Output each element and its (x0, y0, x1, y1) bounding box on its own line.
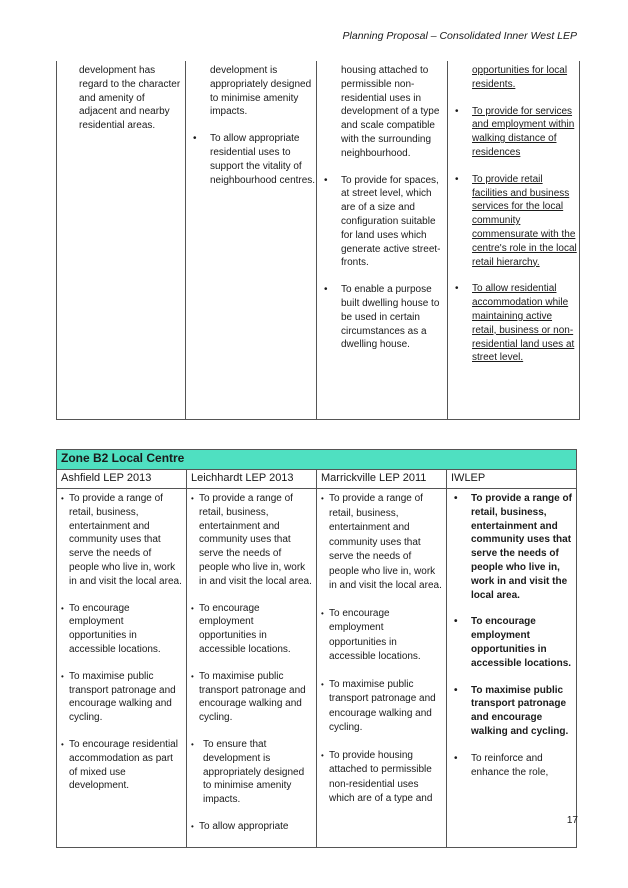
list-item: • To maximise public transport patronage and encourage walking and cycling. (187, 670, 312, 725)
list-item: • To provide a range of retail, business, entertainment and community uses that serve the needs of people who live in, work in and visit the local area. (317, 492, 442, 594)
list-item: • To enable a purpose built dwelling house to be used in certain circumstances as a dwelling house. (317, 283, 447, 352)
list-item: • To encourage employment opportunities in accessible locations. (187, 602, 312, 657)
list-item: • To provide a range of retail, business, entertainment and community uses that serve the needs of people who live in, work in and visit the local area. (447, 492, 572, 602)
list-item: • To provide for services and employment within walking distance of residences (448, 105, 579, 160)
header-leichhardt: Leichhardt LEP 2013 (187, 470, 317, 489)
list-item: • To encourage residential accommodation as part of mixed use development. (57, 738, 182, 793)
list-item: • To allow appropriate (187, 820, 312, 834)
top-ashfield-text: development has regard to the character and amenity of adjacent and nearby residential areas. (79, 65, 181, 132)
top-col-iwlep (448, 61, 580, 420)
list-item: • To provide housing attached to permissible non-residential uses which are of a type and (317, 749, 442, 807)
zone-b2-table (56, 449, 577, 848)
top-col-marrickville (317, 61, 448, 420)
b2-col-marrickville (317, 489, 447, 848)
list-item: • To encourage employment opportunities in accessible locations. (317, 607, 442, 665)
list-item: • To provide a range of retail, business, entertainment and community uses that serve the needs of people who live in, work in and visit the local area. (57, 492, 182, 589)
top-leichhardt-continued: development is appropriately designed to minimise amenity impacts. (210, 65, 312, 118)
top-col-leichhardt (186, 61, 317, 420)
header-marrickville: Marrickville LEP 2011 (317, 470, 447, 489)
b2-col-ashfield (57, 489, 187, 848)
list-item: • To maximise public transport patronage and encourage walking and cycling. (317, 678, 442, 736)
list-item: • To provide retail facilities and business services for the local community commensurate with the centre's role in the local retail hierarchy. (448, 173, 579, 270)
header-ashfield: Ashfield LEP 2013 (57, 470, 187, 489)
b2-col-iwlep (447, 489, 577, 848)
list-item: • To provide a range of retail, business, entertainment and community uses that serve the needs of people who live in, work in and visit the local area. (187, 492, 312, 589)
top-marrickville-continued: housing attached to permissible non-residential uses in development of a type and scale compatible with the surrounding neighbourhood. (341, 65, 440, 159)
list-item: • To allow appropriate residential uses to support the vitality of neighbourhood centres. (186, 132, 316, 187)
list-item: • To maximise public transport patronage and encourage walking and cycling. (447, 684, 572, 739)
list-item: • To allow residential accommodation while maintaining active retail, business or non-residential land uses at street level. (448, 282, 579, 365)
b2-col-leichhardt (187, 489, 317, 848)
list-item: • To encourage employment opportunities in accessible locations. (57, 602, 182, 657)
list-item: • To ensure that development is appropriately designed to minimise amenity impacts. (187, 738, 312, 807)
page-number: 17 (566, 815, 578, 826)
list-item: • To provide for spaces, at street level, which are of a size and configuration suitable for land uses which generate active street-fronts. (317, 174, 447, 271)
list-item: • To reinforce and enhance the role, (447, 752, 572, 780)
top-iwlep-continued: opportunities for local residents. (472, 65, 568, 90)
list-item: • To maximise public transport patronage and encourage walking and cycling. (57, 670, 182, 725)
page-header: Planning Proposal – Consolidated Inner West LEP (342, 30, 577, 42)
top-col-ashfield (57, 61, 186, 420)
list-item: • To encourage employment opportunities in accessible locations. (447, 615, 572, 670)
continued-objectives-table (56, 61, 580, 420)
zone-title: Zone B2 Local Centre (57, 450, 577, 470)
header-iwlep: IWLEP (447, 470, 577, 489)
